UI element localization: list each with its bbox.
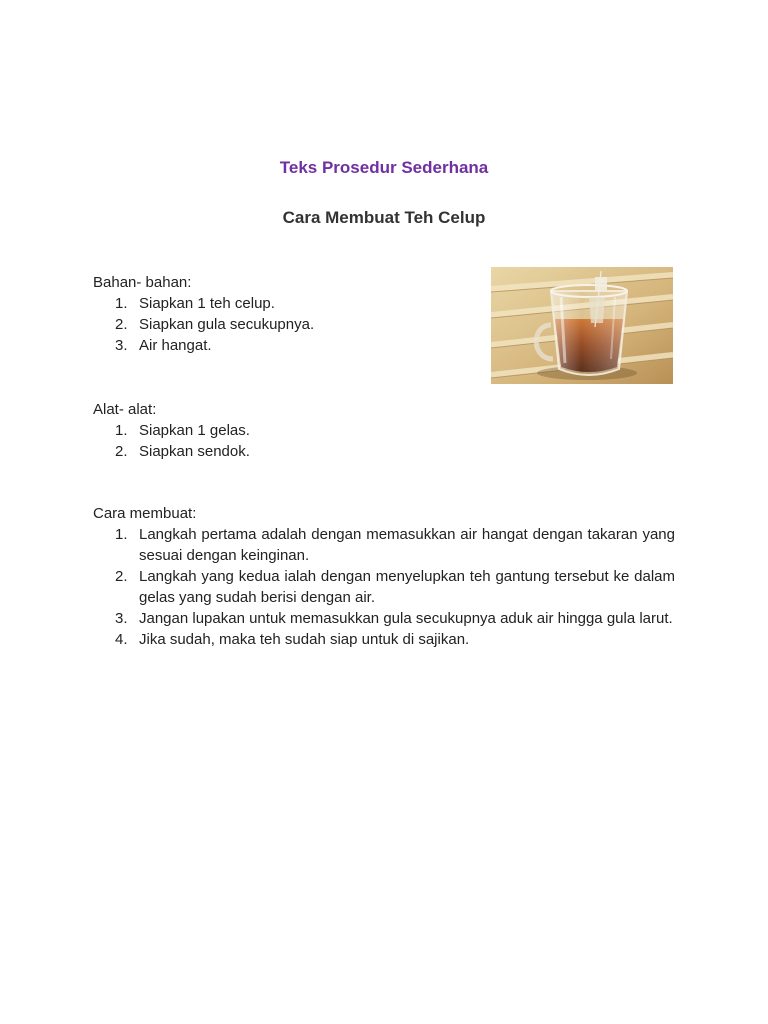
page-title: Teks Prosedur Sederhana: [279, 158, 489, 177]
list-number: 4.: [115, 631, 128, 648]
ingredients-label: Bahan- bahan:: [93, 274, 192, 291]
list-number: 1.: [115, 295, 128, 312]
steps-list: [93, 524, 675, 650]
list-item: [93, 566, 675, 608]
list-item-text: Siapkan sendok.: [139, 443, 250, 460]
list-item: [93, 524, 675, 566]
list-number: 3.: [115, 337, 128, 354]
tea-glass-photo: [491, 267, 673, 384]
list-item: [93, 335, 314, 356]
tools-list: [93, 420, 250, 462]
list-number: 3.: [115, 610, 128, 627]
list-item: [93, 293, 314, 314]
page-subtitle: Cara Membuat Teh Celup: [282, 208, 486, 227]
list-item: [93, 314, 314, 335]
list-number: 2.: [115, 316, 128, 333]
list-item-text: Siapkan gula secukupnya.: [139, 316, 315, 333]
list-item-text: Siapkan 1 teh celup.: [139, 295, 275, 312]
steps-section: [93, 503, 675, 650]
list-item-text: Siapkan 1 gelas.: [139, 422, 250, 439]
ingredients-list: [93, 293, 314, 356]
list-item-text: Langkah pertama adalah dengan memasukkan air hangat dengan takaran yang sesuai dengan keinginan.: [139, 526, 675, 564]
list-number: 2.: [115, 443, 128, 460]
list-item-text: Jangan lupakan untuk memasukkan gula secukupnya aduk air hingga gula larut.: [139, 610, 673, 627]
list-item-text: Air hangat.: [139, 337, 212, 354]
steps-label: Cara membuat:: [93, 505, 197, 522]
list-item: [93, 629, 675, 650]
list-item: [93, 608, 675, 629]
tools-section: [93, 399, 250, 462]
list-number: 1.: [115, 526, 128, 543]
list-item-text: Langkah yang kedua ialah dengan menyelupkan teh gantung tersebut ke dalam gelas yang sudah berisi dengan air.: [139, 568, 675, 606]
tools-label: Alat- alat:: [93, 401, 157, 418]
list-number: 1.: [115, 422, 128, 439]
list-number: 2.: [115, 568, 128, 585]
list-item: [93, 441, 250, 462]
list-item-text: Jika sudah, maka teh sudah siap untuk di sajikan.: [139, 631, 470, 648]
list-item: [93, 420, 250, 441]
ingredients-section: [93, 272, 314, 356]
